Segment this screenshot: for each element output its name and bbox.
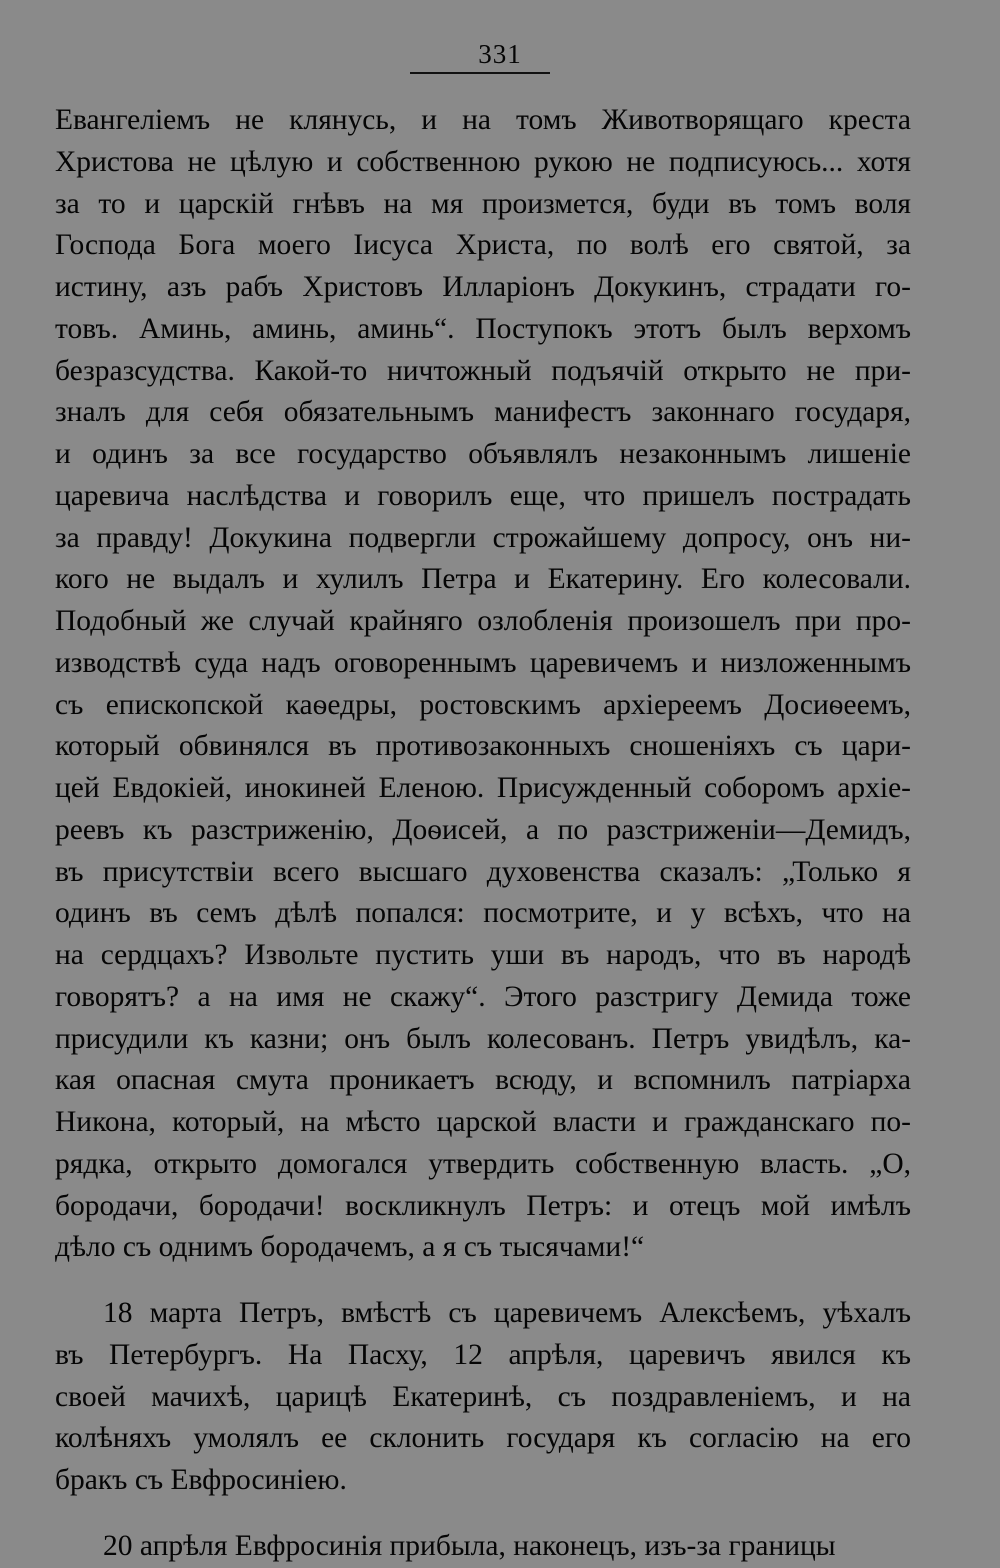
page-body [55,100,911,1568]
text-line: присудили къ казни; онъ былъ колесованъ. Петръ увидѣлъ, ка- [55,1022,911,1055]
text-line: царевича наслѣдства и говорилъ еще, что пришелъ пострадать [55,479,911,512]
text-line: на сердцахъ? Извольте пустить уши въ народъ, что въ народѣ [55,939,911,971]
text-line: товъ. Аминь, аминь, аминь“. Поступокъ этотъ былъ верхомъ [55,312,911,345]
text-line: дѣло съ однимъ бородачемъ, а я съ тысячами!“ [55,1231,645,1264]
text-line: Христова не цѣлую и собственною рукою не подписуюсь... хотя [55,145,911,178]
text-line: одинъ въ семъ дѣлѣ попался: посмотрите, и у всѣхъ, что на [55,897,911,930]
text-line: зналъ для себя обязательнымъ манифестъ законнаго государя, [55,396,911,429]
text-line: Евангеліемъ не клянусь, и на томъ Животворящаго креста [55,104,911,136]
text-line: съ епископской каѳедры, ростовскимъ архіереемъ Досиѳеемъ, [55,688,911,721]
text-line: въ Петербургъ. На Пасху, 12 апрѣля, царевичъ явился къ [55,1338,911,1371]
paragraph [55,1293,911,1502]
text-line: изводствѣ суда надъ оговореннымъ царевичемъ и низложеннымъ [55,646,911,679]
text-line: бородачи, бородачи! воскликнулъ Петръ: и отецъ мой имѣлъ [55,1189,911,1222]
text-line: въ присутствіи всего высшаго духовенства сказалъ: „Только я [55,855,911,888]
text-line: за правду! Докукина подвергли строжайшему допросу, онъ ни- [55,521,911,554]
text-line: цей Евдокіей, инокиней Еленою. Присужденный соборомъ архіе- [55,772,911,804]
text-line: 18 марта Петръ, вмѣстѣ съ царевичемъ Алексѣемъ, уѣхалъ [103,1297,911,1329]
paragraph-gap [55,1269,911,1293]
text-line: рядка, открыто домогался утвердить собственную власть. „О, [55,1147,911,1180]
text-line: бракъ съ Евфросиніею. [55,1464,347,1496]
text-line: колѣняхъ умолялъ ее склонить государя къ согласію на его [55,1422,911,1455]
text-line: своей мачихѣ, царицѣ Екатеринѣ, съ поздравленіемъ, и на [55,1380,911,1413]
text-line: 20 апрѣля Евфросинія прибыла, наконецъ, изъ-за границы [103,1529,836,1562]
paragraph [55,100,911,1269]
header-rule [410,72,550,74]
text-line: Господа Бога моего Іисуса Христа, по волѣ его святой, за [55,229,911,262]
paragraph [55,1526,911,1568]
text-line: который обвинялся въ противозаконныхъ сношеніяхъ съ цари- [55,730,911,763]
text-line: безразсудства. Какой-то ничтожный подъячій открыто не при- [55,354,911,387]
text-line: и одинъ за все государство объявлялъ незаконнымъ лишеніе [55,438,911,470]
text-line: Подобный же случай крайняго озлобленія произошелъ при про- [55,605,911,637]
text-line: за то и царскій гнѣвъ на мя произмется, буди въ томъ воля [55,187,911,220]
paragraph-gap [55,1502,911,1526]
text-line: истину, азъ рабъ Христовъ Илларіонъ Докукинъ, страдати го- [55,271,911,303]
text-line: Никона, который, на мѣсто царской власти и гражданскаго по- [55,1106,911,1138]
text-line: кая опасная смута проникаетъ всюду, и вспомнилъ патріарха [55,1064,911,1097]
text-line: реевъ къ разстриженію, Доѳисей, а по разстриженіи—Демидъ, [55,813,911,846]
text-line: говорятъ? а на имя не скажу“. Этого разстригу Демида тоже [55,980,911,1013]
text-line: кого не выдалъ и хулилъ Петра и Екатерину. Его колесовали. [55,563,911,596]
page-number: 331 [478,39,522,69]
